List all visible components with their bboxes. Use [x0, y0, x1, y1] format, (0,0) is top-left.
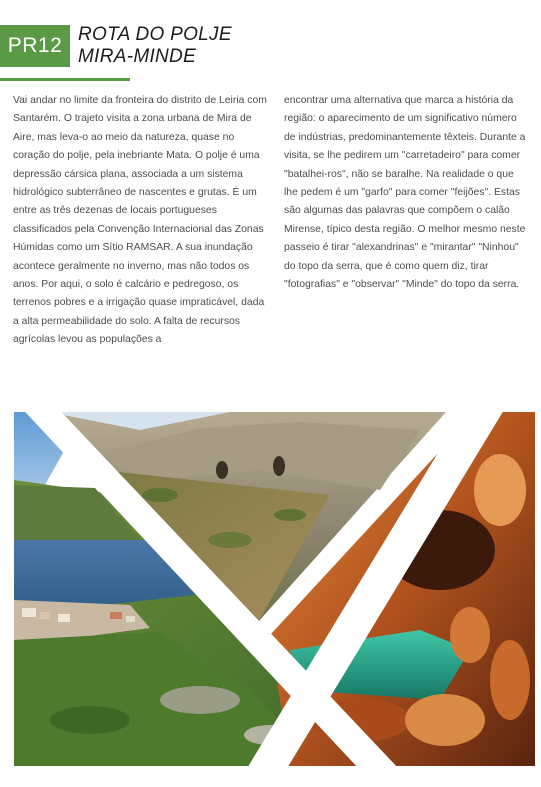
title-line-2: MIRA-MINDE — [78, 46, 197, 67]
title-line-1: ROTA DO POLJE — [78, 24, 232, 45]
title-underline — [0, 78, 130, 81]
page-title — [78, 24, 378, 68]
photo-collage — [0, 400, 541, 770]
body-text-left-column: Vai andar no limite da fronteira do distrito de Leiria com Santarém. O trajeto visita a zona urbana de Mira de Aire, mas leva-o ao meio da natureza, quase no coração do polje, pela inebriante Mata. O polje é uma depressão cársica plana, associada a um sistema hidrológico subterrâneo de nascentes e grutas. É um entre as três dezenas de locais portugueses classificados pela Convenção Internacional das Zonas Húmidas como um Sítio RAMSAR. A sua inundação acontece geralmente no inverno, mas não todos os anos. Por aqui, o solo é calcário e pedregoso, os terrenos pobres e a irrigação quase impraticável, dada a alta permeabilidade do solo. A falta de recursos agrícolas levou as populações a — [13, 95, 267, 346]
route-code-badge: PR12 — [0, 25, 70, 67]
body-text-right-column: encontrar uma alternativa que marca a história da região: o aparecimento de um significativo número de indústrias, predominantemente têxteis. Durante a visita, se lhe pedirem um "carretadeiro" para comer "batalhei-ros", não se baralhe. Na realidade o que lhe pedem é um "garfo" para comer "feijões". Estas são algumas das palavras que compõem o calão Mirense, típico desta região. O melhor mesmo neste passeio é tirar "alexandrinas" e "mirantar" "Ninhou" do topo da serra, que é como quem diz, tirar "fotografias" e "observar" "Minde" do topo da serra. — [284, 95, 526, 291]
